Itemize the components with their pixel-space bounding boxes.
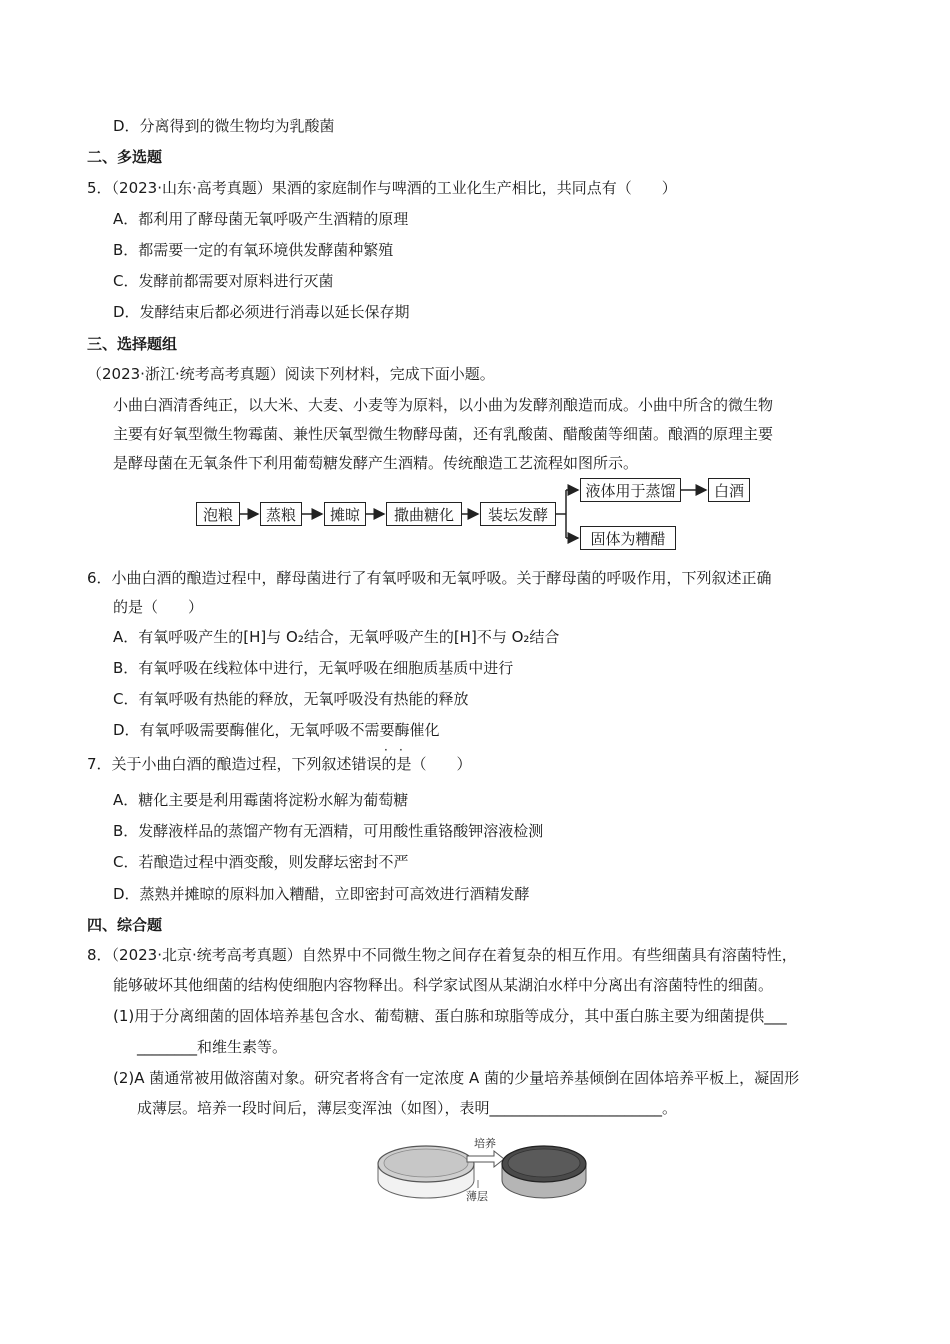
q6-option-c: C．有氧呼吸有热能的释放，无氧呼吸没有热能的释放 [113,690,469,708]
q5-option-d: D．发酵结束后都必须进行消毒以延长保存期 [113,303,410,321]
q6-stem-line-2: 的是（ ） [113,598,204,616]
section-title-comprehensive: 四、综合题 [87,916,163,934]
flow-branch-liquid: 液体用于蒸馏 [580,478,681,502]
group-material-line-2: 主要有好氧型微生物霉菌、兼性厌氧型微生物酵母菌，还有乳酸菌、醋酸菌等细菌。酿酒的原理主要 [113,425,774,443]
petri-dish-after [502,1146,586,1198]
group-material-line-1: 小曲白酒清香纯正，以大米、大麦、小麦等为原料，以小曲为发酵剂酿造而成。小曲中所含的微生物 [113,396,774,414]
flow-result-baijiu: 白酒 [708,478,750,502]
q8-sub2-line-1: (2)A 菌通常被用做溶菌对象。研究者将含有一定浓度 A 菌的少量培养基倾倒在固体培养平板上，凝固形 [113,1069,800,1087]
q4-option-d: D．分离得到的微生物均为乳酸菌 [113,117,335,135]
q7-option-c: C．若酿造过程中酒变酸，则发酵坛密封不严 [113,853,409,871]
petri-dish-before [378,1146,474,1198]
flow-step-saccharify: 撒曲糖化 [386,502,462,526]
section-title-question-group: 三、选择题组 [87,335,178,353]
q8-sub1-line-2: ________和维生素等。 [137,1038,288,1056]
flow-step-ferment: 装坛发酵 [480,502,556,526]
q7-option-b: B．发酵液样品的蒸馏产物有无酒精，可用酸性重铬酸钾溶液检测 [113,822,544,840]
q7-option-d: D．蒸熟并摊晾的原料加入糟醋，立即密封可高效进行酒精发酵 [113,885,530,903]
flow-branch-solid: 固体为糟醋 [580,526,676,550]
q6-stem-line-1: 6．小曲白酒的酿造过程中，酵母菌进行了有氧呼吸和无氧呼吸。关于酵母菌的呼吸作用，下列叙述正确 [87,569,772,587]
emphasis-dot: · [384,743,388,757]
petri-dish-figure [370,1136,590,1206]
q7-stem: 7．关于小曲白酒的酿造过程，下列叙述错误的是（ ） [87,755,472,773]
group-intro: （2023·浙江·统考高考真题）阅读下列材料，完成下面小题。 [87,365,495,383]
q8-sub2-line-2: 成薄层。培养一段时间后，薄层变浑浊（如图），表明_______________________。 [137,1099,678,1117]
q6-option-a: A．有氧呼吸产生的[H]与 O₂结合，无氧呼吸产生的[H]不与 O₂结合 [113,628,560,646]
section-title-multi-choice: 二、多选题 [87,148,163,166]
q5-option-c: C．发酵前都需要对原料进行灭菌 [113,272,334,290]
group-material-line-3: 是酵母菌在无氧条件下利用葡萄糖发酵产生酒精。传统酿造工艺流程如图所示。 [113,454,639,472]
flow-step-steam: 蒸粮 [260,502,302,526]
q5-option-a: A．都利用了酵母菌无氧呼吸产生酒精的原理 [113,210,409,228]
emphasis-dot: · [399,743,403,757]
flow-step-soak: 泡粮 [196,502,240,526]
label-layer: 薄层 [466,1190,488,1203]
flow-step-cool: 摊晾 [324,502,366,526]
q8-sub1-line-1: (1)用于分离细菌的固体培养基包含水、葡萄糖、蛋白胨和琼脂等成分，其中蛋白胨主要为细菌提供___ [113,1007,787,1025]
q5-stem: 5．（2023·山东·高考真题）果酒的家庭制作与啤酒的工业化生产相比，共同点有（ ） [87,179,677,197]
q7-option-a: A．糖化主要是利用霉菌将淀粉水解为葡萄糖 [113,791,409,809]
q6-option-d: D．有氧呼吸需要酶催化，无氧呼吸不需要酶催化 [113,721,440,739]
q8-stem-line-1: 8．（2023·北京·统考高考真题）自然界中不同微生物之间存在着复杂的相互作用。有些细菌具有溶菌特性， [87,946,797,964]
q6-option-b: B．有氧呼吸在线粒体中进行，无氧呼吸在细胞质基质中进行 [113,659,514,677]
q5-option-b: B．都需要一定的有氧环境供发酵菌种繁殖 [113,241,394,259]
label-culture: 培养 [474,1137,496,1150]
q8-stem-line-2: 能够破坏其他细菌的结构使细胞内容物释出。科学家试图从某湖泊水样中分离出有溶菌特性的细菌。 [113,976,774,994]
